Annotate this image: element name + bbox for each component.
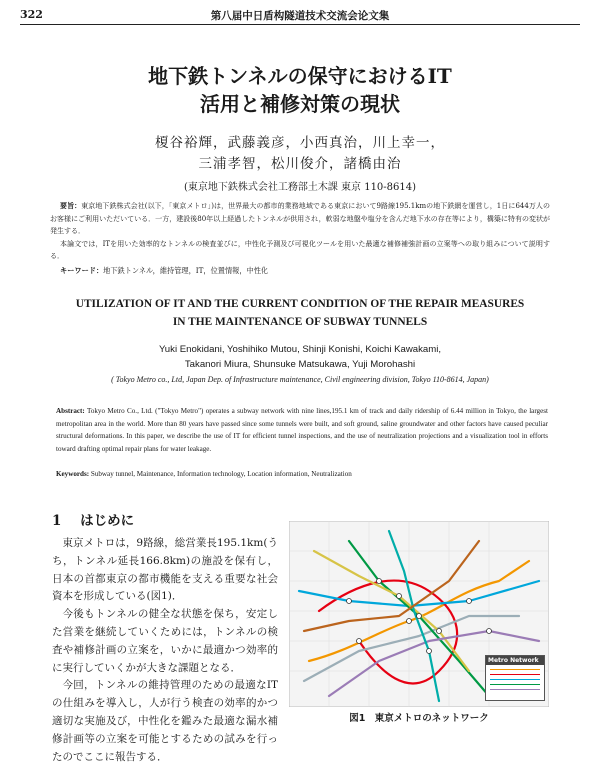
title-en-line2: IN THE MAINTENANCE OF SUBWAY TUNNELS bbox=[172, 316, 428, 328]
metro-network-figure bbox=[289, 521, 549, 707]
abstract-ja bbox=[50, 200, 550, 263]
legend-line bbox=[490, 689, 540, 690]
body-paragraph: 今後もトンネルの健全な状態を保ち，安定した営業を継続していくためには，トンネルの検査や補修計画の立案を，いかに最適かつ効率的に実行していくかが大きな課題となる． bbox=[52, 608, 278, 674]
legend-line bbox=[490, 684, 540, 685]
authors-en-line2: Takanori Miura, Shunsuke Matsukawa, Yuji Morohashi bbox=[184, 359, 416, 370]
affiliation-en: ( Tokyo Metro co., Ltd, Japan Dep. of Infrastructure maintenance, Civil engineering division, Tokyo 110-8614, Japan) bbox=[111, 375, 489, 384]
station-marker bbox=[407, 619, 412, 624]
abstract-en-text: Tokyo Metro Co., Ltd. ("Tokyo Metro") operates a subway network with nine lines,195.1 km of track and daily ridership of 6.44 million in Tokyo, the largest metropolitan area in the world. More than 80 years have passed since some tunnels were built, and soft ground, saline groundwater and other factors have caused peculiar structural deformations. In this paper, we describe the use of IT for efficient tunnel inspections, and the use of neutralization projections and a visualization tool in efforts toward drafting optimal repair plans for water leakage. bbox=[56, 407, 548, 453]
station-marker bbox=[347, 599, 352, 604]
journal-title: 第八届中日盾构隧道技术交流会论文集 bbox=[210, 10, 390, 22]
title-ja-line2: 活用と補修対策の現状 bbox=[200, 92, 400, 116]
station-marker bbox=[377, 579, 382, 584]
legend-title: Metro Network bbox=[486, 656, 544, 665]
section-body bbox=[52, 535, 278, 766]
keywords-ja-label: キーワード： bbox=[60, 266, 104, 275]
abstract-ja-paragraph2: 本論文では，ITを用いた効率的なトンネルの検査並びに，中性化予測及び可視化ツールを用いた最適な補修補強計画の立案等への取り組みについて説明する． bbox=[50, 239, 550, 260]
abstract-en bbox=[56, 405, 548, 455]
page-number: 322 bbox=[20, 8, 43, 21]
page-header bbox=[20, 6, 580, 25]
legend-line bbox=[490, 679, 540, 680]
section-heading bbox=[52, 509, 134, 529]
station-marker bbox=[427, 649, 432, 654]
abstract-ja-paragraph1: 東京地下鉄株式会社(以下，「東京メトロ」)は，世界最大の都市的業務地域である東京において9路線195.1kmの地下鉄網を運営し，1日に644万人のお客様にご利用いただいている．一方，建設後80年以上経過したトンネルが供用され，軟弱な地盤や塩分を含んだ地下水の存在等により，構築に特有の変状が発生する． bbox=[50, 202, 550, 235]
authors-ja-line2: 三浦孝智，松川俊介，諸橋由治 bbox=[198, 156, 402, 172]
title-ja-line1: 地下鉄トンネルの保守におけるIT bbox=[148, 64, 452, 88]
legend-line bbox=[490, 669, 540, 670]
keywords-en-label: Keywords: bbox=[56, 470, 90, 478]
legend-line bbox=[490, 674, 540, 675]
keywords-en bbox=[56, 470, 548, 478]
abstract-en-label: Abstract: bbox=[56, 407, 85, 415]
figure-caption: 図1 東京メトロのネットワーク bbox=[349, 713, 489, 724]
section-number: 1 bbox=[52, 513, 62, 529]
authors-en-line1: Yuki Enokidani, Yoshihiko Mutou, Shinji Konishi, Koichi Kawakami, bbox=[158, 344, 442, 355]
station-marker bbox=[397, 594, 402, 599]
station-marker bbox=[467, 599, 472, 604]
keywords-en-text: Subway tunnel, Maintenance, Information technology, Location information, Neutralization bbox=[90, 470, 352, 478]
keywords-ja bbox=[60, 266, 550, 276]
body-paragraph: 今回，トンネルの維持管理のための最適なITの仕組みを導入し，人が行う検査の効率的かつ適切な実施及び，中性化を鑑みた最適な漏水補修計画等の立案を可能とするための試みを行ったのでここに報告する． bbox=[52, 679, 278, 763]
station-marker bbox=[437, 629, 442, 634]
title-en-line1: UTILIZATION OF IT AND THE CURRENT CONDITION OF THE REPAIR MEASURES bbox=[75, 298, 525, 310]
station-marker bbox=[487, 629, 492, 634]
affiliation-ja: (東京地下鉄株式会社工務部土木課 東京 110-8614) bbox=[183, 182, 417, 193]
station-marker bbox=[417, 614, 422, 619]
section-title: はじめに bbox=[80, 513, 135, 529]
keywords-ja-text: 地下鉄トンネル，維持管理，IT，位置情報，中性化 bbox=[103, 266, 269, 275]
station-marker bbox=[357, 639, 362, 644]
authors-ja-line1: 榎谷裕輝，武藤義彦，小西真治，川上幸一， bbox=[155, 135, 445, 151]
abstract-ja-label: 要旨： bbox=[60, 201, 82, 210]
body-paragraph: 東京メトロは，9路線，総営業長195.1km(うち，トンネル延長166.8km)の施設を保有し，日本の首都東京の都市機能を支える重要な社会資本を形成している(図1)． bbox=[52, 537, 278, 603]
map-legend bbox=[485, 655, 545, 701]
